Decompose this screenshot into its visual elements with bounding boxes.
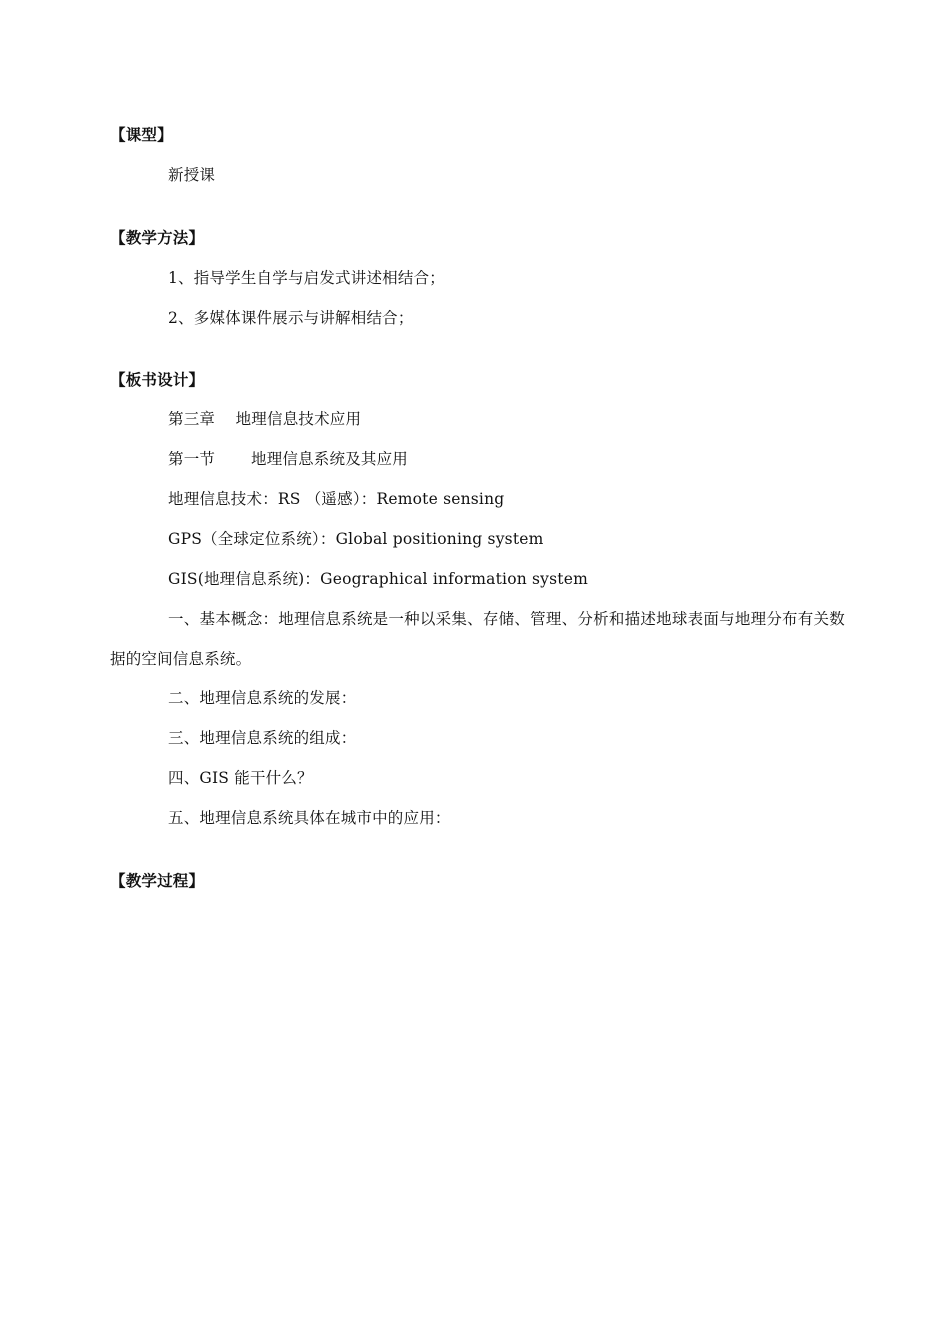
teaching-methods-heading: 【教学方法】 (110, 228, 205, 247)
board-point-development: 二、地理信息系统的发展： (168, 689, 357, 707)
board-section-title: 第一节 地理信息系统及其应用 (168, 450, 408, 468)
teaching-method-item-2: 2、多媒体课件展示与讲解相结合； (168, 309, 414, 327)
board-tech-intro: 地理信息技术：RS （遥感）：Remote sensing (168, 490, 505, 508)
board-concept-paragraph: 一、基本概念：地理信息系统是一种以采集、存储、管理、分析和描述地球表面与地理分布有关数据的空间信息系统。 (110, 610, 845, 668)
board-point-city-applications: 五、地理信息系统具体在城市中的应用： (168, 809, 451, 827)
teaching-method-item-1: 1、指导学生自学与启发式讲述相结合； (168, 269, 445, 287)
board-gps-line: GPS（全球定位系统）：Global positioning system (168, 530, 544, 548)
board-gis-line: GIS(地理信息系统)：Geographical information system (168, 570, 588, 588)
lesson-type-heading: 【课型】 (110, 125, 173, 144)
board-chapter-title: 第三章 地理信息技术应用 (168, 410, 362, 428)
board-design-heading: 【板书设计】 (110, 370, 205, 389)
teaching-process-heading: 【教学过程】 (110, 871, 205, 890)
board-point-gis-uses: 四、GIS 能干什么？ (168, 769, 313, 787)
lesson-type-content: 新授课 (168, 166, 216, 184)
board-point-composition: 三、地理信息系统的组成： (168, 729, 357, 747)
